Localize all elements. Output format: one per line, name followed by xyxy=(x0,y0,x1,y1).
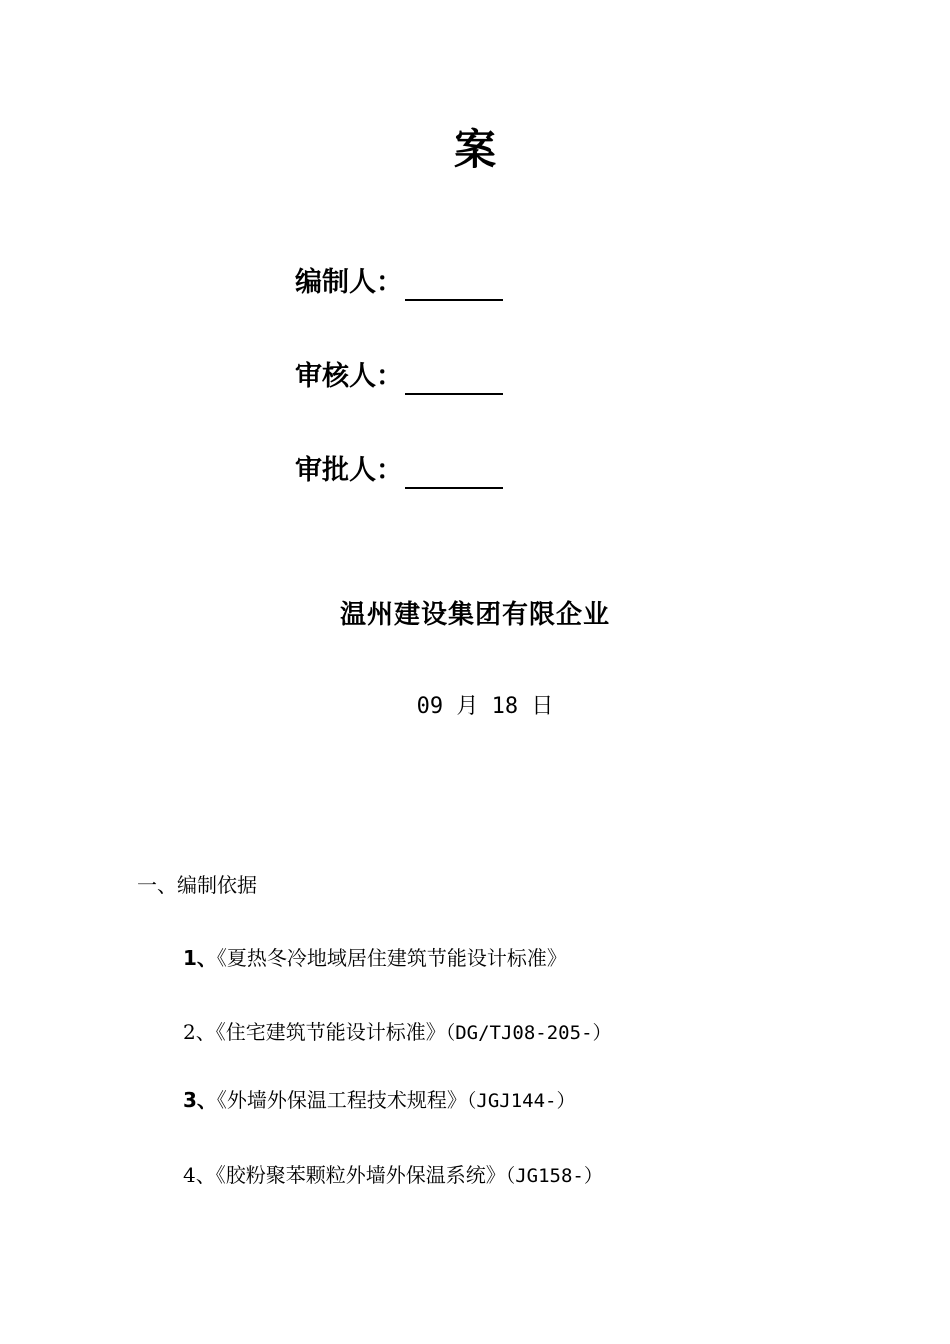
reference-code: （JG158-） xyxy=(505,1165,603,1187)
reference-item xyxy=(183,943,567,973)
reference-number: 4、 xyxy=(183,1163,216,1187)
section-heading: 一、编制依据 xyxy=(137,873,257,897)
reference-title: 《外墙外保温工程技术规程》 xyxy=(216,1088,467,1112)
reference-title: 《胶粉聚苯颗粒外墙外保温系统》 xyxy=(215,1163,506,1187)
signature-label: 审核人： xyxy=(295,361,403,392)
reference-number: 2、 xyxy=(183,1020,216,1044)
reference-item xyxy=(183,1160,603,1191)
company-name: 温州建设集团有限企业 xyxy=(339,600,610,630)
signature-label: 编制人： xyxy=(295,267,403,298)
reference-title: 《夏热冬冷地域居住建筑节能设计标准》 xyxy=(216,946,567,970)
reference-item xyxy=(183,1085,576,1116)
reference-number: 3、 xyxy=(183,1088,217,1112)
reference-number: 1、 xyxy=(183,946,217,970)
document-date: 09 月 18 日 xyxy=(416,694,554,719)
signature-blank-line xyxy=(405,365,503,395)
reference-title: 《住宅建筑节能设计标准》 xyxy=(215,1020,446,1044)
signature-label: 审批人： xyxy=(295,455,403,486)
reference-item xyxy=(183,1017,612,1048)
signature-row-approver xyxy=(295,453,503,489)
reference-code: （DG/TJ08-205-） xyxy=(445,1022,612,1044)
document-title-fragment: 案 xyxy=(453,125,496,174)
signature-blank-line xyxy=(405,271,503,301)
signature-row-compiler xyxy=(295,265,503,301)
signature-row-reviewer xyxy=(295,359,503,395)
signature-blank-line xyxy=(405,459,503,489)
reference-code: （JGJ144-） xyxy=(466,1090,576,1112)
